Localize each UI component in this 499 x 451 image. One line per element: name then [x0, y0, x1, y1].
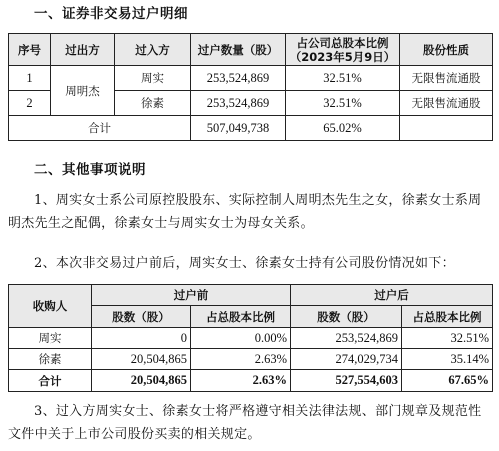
- cell-qty: 253,524,869: [191, 66, 286, 91]
- table-row: [9, 349, 493, 370]
- cell-total-ratio: 65.02%: [286, 116, 400, 141]
- cell-after-shares: 253,524,869: [291, 328, 402, 349]
- paragraph-1: 1、周实女士系公司原控股股东、实际控制人周明杰先生之女，徐素女士系周明杰先生之配偶，徐素女士与周实女士为母女关系。: [8, 193, 482, 231]
- cell-total-after-shares: 527,554,603: [291, 370, 402, 392]
- table-row: [9, 328, 493, 349]
- cell-name: 徐素: [9, 349, 92, 370]
- cell-total-qty: 507,049,738: [191, 116, 286, 141]
- header-to: 过入方: [115, 34, 191, 66]
- header-after-shares: 股数（股）: [291, 306, 402, 328]
- header-after: 过户后: [291, 285, 493, 306]
- cell-seq: 2: [9, 91, 51, 116]
- header-nature: 股份性质: [400, 34, 493, 66]
- header-after-ratio: 占总股本比例: [402, 306, 493, 328]
- header-qty: 过户数量（股）: [191, 34, 286, 66]
- cell-total-empty: [400, 116, 493, 141]
- cell-total-label: 合计: [9, 116, 191, 141]
- header-before: 过户前: [92, 285, 291, 306]
- cell-after-ratio: 35.14%: [402, 349, 493, 370]
- cell-before-ratio: 0.00%: [191, 328, 291, 349]
- header-ratio-line1: 占公司总股本比例: [296, 35, 389, 50]
- cell-before-shares: 20,504,865: [92, 349, 191, 370]
- table-header-row: [9, 285, 493, 306]
- header-before-ratio: 占总股本比例: [191, 306, 291, 328]
- header-before-shares: 股数（股）: [92, 306, 191, 328]
- header-holder: 收购人: [9, 285, 92, 328]
- cell-to: 徐素: [115, 91, 191, 116]
- cell-after-shares: 274,029,734: [291, 349, 402, 370]
- section2-title: 二、其他事项说明: [34, 162, 146, 178]
- cell-total-name: 合计: [9, 370, 92, 392]
- table-total-row: [9, 116, 493, 141]
- header-ratio-line2: （2023年5月9日）: [289, 49, 396, 64]
- cell-nature: 无限售流通股: [400, 91, 493, 116]
- cell-qty: 253,524,869: [191, 91, 286, 116]
- header-seq: 序号: [9, 34, 51, 66]
- cell-from-merged: 周明杰: [51, 66, 115, 116]
- transfer-detail-table: [8, 33, 493, 141]
- cell-total-after-ratio: 67.65%: [402, 370, 493, 392]
- paragraph-2: 2、本次非交易过户前后，周实女士、徐素女士持有公司股份情况如下：: [34, 256, 455, 271]
- holding-change-table: [8, 284, 493, 392]
- cell-before-ratio: 2.63%: [191, 349, 291, 370]
- cell-total-before-shares: 20,504,865: [92, 370, 191, 392]
- cell-ratio: 32.51%: [286, 91, 400, 116]
- cell-before-shares: 0: [92, 328, 191, 349]
- section1-title: 一、证券非交易过户明细: [34, 6, 188, 22]
- table-total-row: [9, 370, 493, 392]
- cell-nature: 无限售流通股: [400, 66, 493, 91]
- cell-to: 周实: [115, 66, 191, 91]
- cell-after-ratio: 32.51%: [402, 328, 493, 349]
- header-ratio: [286, 34, 400, 66]
- table-header-row: [9, 34, 493, 66]
- cell-ratio: 32.51%: [286, 66, 400, 91]
- cell-seq: 1: [9, 66, 51, 91]
- cell-name: 周实: [9, 328, 92, 349]
- header-from: 过出方: [51, 34, 115, 66]
- paragraph-3: 3、过入方周实女士、徐素女士将严格遵守相关法律法规、部门规章及规范性文件中关于上市公司股份买卖的相关规定。: [8, 404, 482, 442]
- table-row: [9, 66, 493, 91]
- cell-total-before-ratio: 2.63%: [191, 370, 291, 392]
